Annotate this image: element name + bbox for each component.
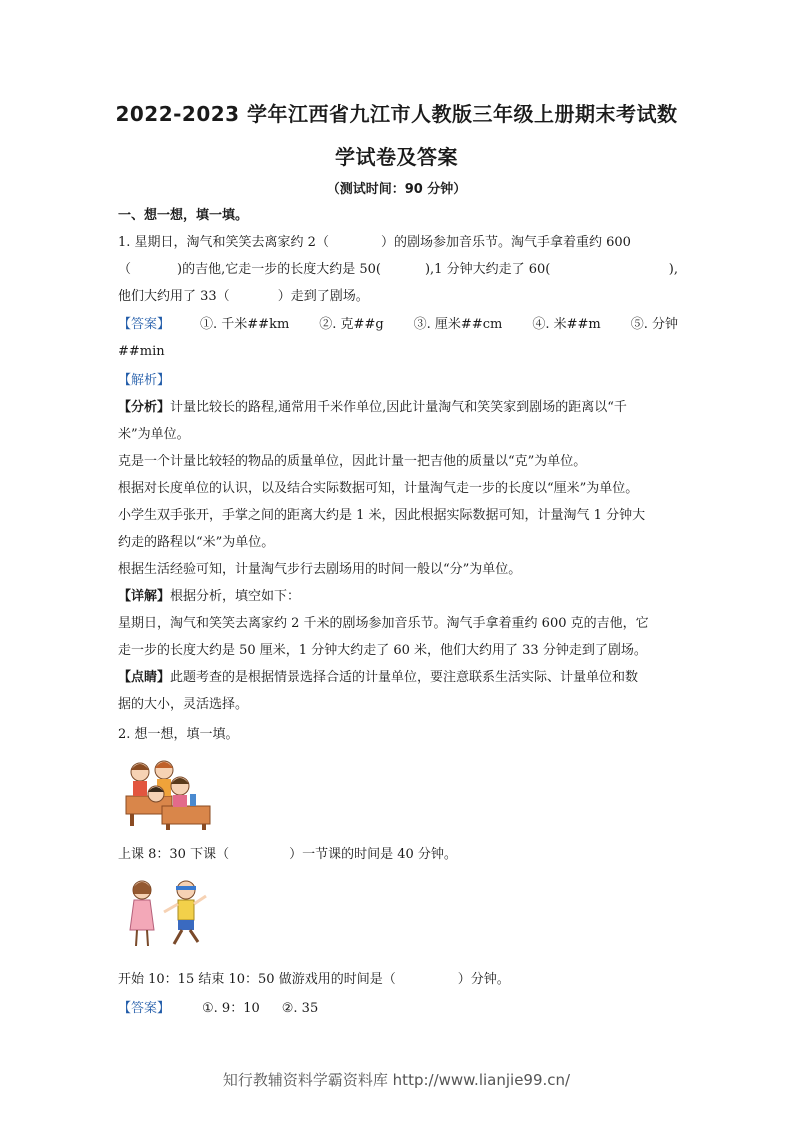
fenxi-tag: 【分析】 bbox=[118, 400, 171, 415]
children-playing-illustration bbox=[124, 876, 214, 952]
detail-tag: 【详解】 bbox=[118, 589, 171, 604]
q1-text: （ bbox=[118, 262, 132, 277]
analysis-line7: 根据生活经验可知，计量淘气步行去剧场用的时间一般以“分”为单位。 bbox=[118, 562, 522, 577]
comment-text: 此题考查的是根据情景选择合适的计量单位，要注意联系生活实际、计量单位和数 bbox=[170, 670, 639, 685]
q1-line1 bbox=[118, 234, 678, 252]
footer-watermark: 知行教辅资料学霸资料库 http://www.lianjie99.cn/ bbox=[222, 1071, 571, 1089]
answer-item: ④. 米##m bbox=[532, 317, 601, 332]
test-duration: （测试时间：90 分钟） bbox=[326, 182, 467, 197]
analysis-text: 计量比较长的路程,通常用千米作单位,因此计量淘气和笑笑家到剧场的距离以“千 bbox=[170, 400, 627, 415]
q2-heading: 2. 想一想，填一填。 bbox=[118, 727, 239, 742]
q1-answer-cont: ##min bbox=[118, 344, 165, 359]
document-title-line1: 2022-2023 学年江西省九江市人教版三年级上册期末考试数 bbox=[115, 102, 678, 126]
answer-item: ③. 厘米##cm bbox=[413, 317, 503, 332]
answer-item: ②. 35 bbox=[281, 1001, 319, 1016]
analysis-line2: 米”为单位。 bbox=[118, 427, 190, 442]
detail-line0 bbox=[118, 588, 678, 606]
q1-line3 bbox=[118, 288, 678, 306]
q2-text: 开始 10：15 结束 10：50 做游戏用的时间是（ bbox=[118, 972, 396, 987]
classroom-illustration bbox=[122, 756, 214, 832]
answer-item: ⑤. 分钟 bbox=[630, 317, 678, 332]
answer-item: ①. 9：10 bbox=[202, 1001, 260, 1016]
comment-line2: 据的大小，灵活选择。 bbox=[118, 697, 249, 712]
q1-text: ), bbox=[668, 262, 678, 277]
analysis-line1 bbox=[118, 399, 678, 417]
comment-tag: 【点睛】 bbox=[118, 670, 171, 685]
answer-tag: 【答案】 bbox=[118, 317, 171, 332]
q1-text: ）走到了剧场。 bbox=[277, 289, 369, 304]
analysis-tag: 【解析】 bbox=[118, 373, 171, 388]
answer-item: ①. 千米##km bbox=[200, 317, 290, 332]
q2-text: ）分钟。 bbox=[457, 972, 510, 987]
q1-text: ),1 分钟大约走了 60( bbox=[424, 262, 551, 277]
answer-item: ②. 克##g bbox=[319, 317, 384, 332]
q1-text: 他们大约用了 33（ bbox=[118, 289, 230, 304]
answer-tag: 【答案】 bbox=[118, 1001, 171, 1016]
q2-line2 bbox=[118, 971, 678, 989]
q2-answer-line bbox=[118, 1000, 678, 1018]
q1-line2 bbox=[118, 261, 678, 279]
document-title-line2: 学试卷及答案 bbox=[335, 145, 458, 169]
q1-text: ）的剧场参加音乐节。淘气手拿着重约 600 bbox=[380, 235, 631, 250]
q2-text: ）一节课的时间是 40 分钟。 bbox=[289, 847, 457, 862]
detail-line2: 走一步的长度大约是 50 厘米，1 分钟大约走了 60 米，他们大约用了 33 分钟走到了剧场。 bbox=[118, 643, 647, 658]
detail-text: 根据分析，填空如下： bbox=[170, 589, 301, 604]
q2-text: 上课 8：30 下课（ bbox=[118, 847, 230, 862]
analysis-line3: 克是一个计量比较轻的物品的质量单位，因此计量一把吉他的质量以“克”为单位。 bbox=[118, 454, 587, 469]
comment-line1 bbox=[118, 669, 678, 687]
analysis-line4: 根据对长度单位的认识，以及结合实际数据可知，计量淘气走一步的长度以“厘米”为单位。 bbox=[118, 481, 639, 496]
section-heading: 一、想一想，填一填。 bbox=[118, 208, 249, 223]
q1-answer-line bbox=[118, 316, 678, 334]
detail-line1: 星期日，淘气和笑笑去离家约 2 千米的剧场参加音乐节。淘气手拿着重约 600 克的吉他，它 bbox=[118, 616, 649, 631]
q2-line1 bbox=[118, 846, 678, 864]
q1-text: 1. 星期日，淘气和笑笑去离家约 2（ bbox=[118, 235, 329, 250]
analysis-line6: 约走的路程以“米”为单位。 bbox=[118, 535, 275, 550]
analysis-line5: 小学生双手张开，手掌之间的距离大约是 1 米，因此根据实际数据可知，计量淘气 1 分钟大 bbox=[118, 508, 646, 523]
q1-text: )的吉他,它走一步的长度大约是 50( bbox=[177, 262, 381, 277]
